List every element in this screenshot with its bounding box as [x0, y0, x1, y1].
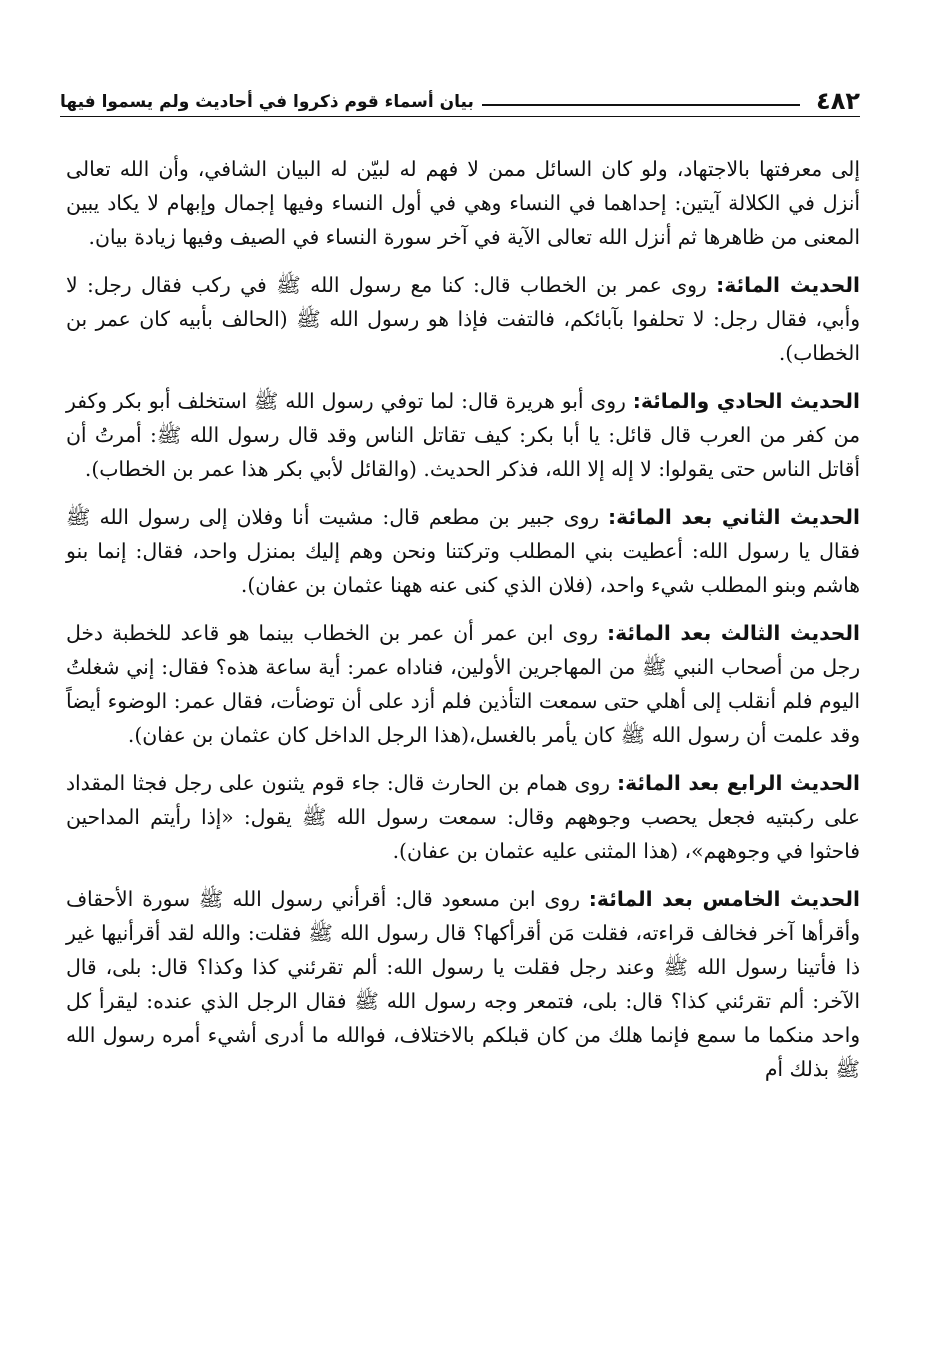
hadith-paragraph	[66, 384, 860, 486]
running-title: بيان أسماء قوم ذكروا في أحاديث ولم يسموا فيها	[60, 92, 474, 112]
hadith-heading: الحديث المائة:	[716, 273, 860, 297]
hadith-text: روى أبو هريرة قال: لما توفي رسول الله ﷺ استخلف أبو بكر وكفر من كفر من العرب قال قائل: يا أبا بكر: كيف تقاتل الناس وقد قال رسول الله ﷺ: أمرتُ أن أقاتل الناس حتى يقولوا: لا إله إلا الله، فذكر الحديث. (والقائل لأبي بكر هذا عمر بن الخطاب).	[66, 389, 860, 481]
paragraph-text: إلى معرفتها بالاجتهاد، ولو كان السائل ممن لا فهم له لبيّن له البيان الشافي، وأن الله تعالى أنزل في الكلالة آيتين: إحداهما في النساء وهي في أول النساء وفيها إجمال وإبهام لا يكاد يبين المعنى من ظاهرها ثم أنزل الله تعالى الآية في آخر سورة النساء في الصيف وفيها زيادة بيان.	[66, 157, 860, 249]
hadith-heading: الحديث الثاني بعد المائة:	[608, 505, 860, 529]
main-text	[66, 152, 860, 1100]
hadith-heading: الحديث الحادي والمائة:	[632, 389, 861, 413]
hadith-text: روى عمر بن الخطاب قال: كنا مع رسول الله ﷺ في ركب فقال رجل: لا وأبي، فقال رجل: لا تحلفوا بآبائكم، فالتفت فإذا هو رسول الله ﷺ (الحالف بأبيه كان عمر بن الخطاب).	[66, 273, 860, 365]
hadith-paragraph	[66, 882, 860, 1086]
hadith-paragraph	[66, 616, 860, 752]
hadith-heading: الحديث الرابع بعد المائة:	[616, 771, 861, 795]
hadith-paragraph	[66, 500, 860, 602]
hadith-text: روى ابن عمر أن عمر بن الخطاب بينما هو قاعد للخطبة دخل رجل من أصحاب النبي ﷺ من المهاجرين الأولين، فناداه عمر: أية ساعة هذه؟ فقال: إني شغلتُ اليوم فلم أنقلب إلى أهلي حتى سمعت التأذين فلم أزد على أن توضأت، فقال عمر: الوضوء أيضاً وقد علمت أن رسول الله ﷺ كان يأمر بالغسل،(هذا الرجل الداخل كان عثمان بن عفان).	[66, 621, 860, 747]
paragraph-continuation	[66, 152, 860, 254]
hadith-heading: الحديث الخامس بعد المائة:	[588, 887, 860, 911]
running-header	[60, 82, 860, 117]
header-rule	[482, 104, 800, 106]
hadith-paragraph	[66, 268, 860, 370]
hadith-heading: الحديث الثالث بعد المائة:	[606, 621, 860, 645]
hadith-text: روى ابن مسعود قال: أقرأني رسول الله ﷺ سورة الأحقاف وأقرأها آخر فخالف قراءته، فقلت مَن أقرأكها؟ قال رسول الله ﷺ فقلت: والله لقد أقرأنيها غير ذا فأتينا رسول الله ﷺ وعند رجل فقلت يا رسول الله: ألم تقرئني كذا وكذا؟ قال: بلى، قال الآخر: ألم تقرئني كذا؟ قال: بلى، فتمعر وجه رسول الله ﷺ فقال الرجل الذي عنده: ليقرأ كل واحد منكما ما سمع فإنما هلك من كان قبلكم بالاختلاف، فوالله ما أدرى أشيء أمره رسول الله ﷺ بذلك أم	[66, 887, 860, 1081]
hadith-paragraph	[66, 766, 860, 868]
hadith-text: روى جبير بن مطعم قال: مشيت أنا وفلان إلى رسول الله ﷺ فقال يا رسول الله: أعطيت بني المطلب وتركتنا ونحن وهم إليك بمنزل واحد، فقال: إنما بنو هاشم وبنو المطلب شيء واحد، (فلان الذي كنى عنه ههنا عثمان بن عفان).	[66, 505, 860, 597]
hadith-text: روى همام بن الحارث قال: جاء قوم يثنون على رجل فجثا المقداد على ركبتيه فجعل يحصب وجوههم وقال: سمعت رسول الله ﷺ يقول: «إذا رأيتم المداحين فاحثوا في وجوههم»، (هذا المثنى عليه عثمان بن عفان).	[66, 771, 860, 863]
page-number: ٤٨٢	[816, 87, 860, 115]
